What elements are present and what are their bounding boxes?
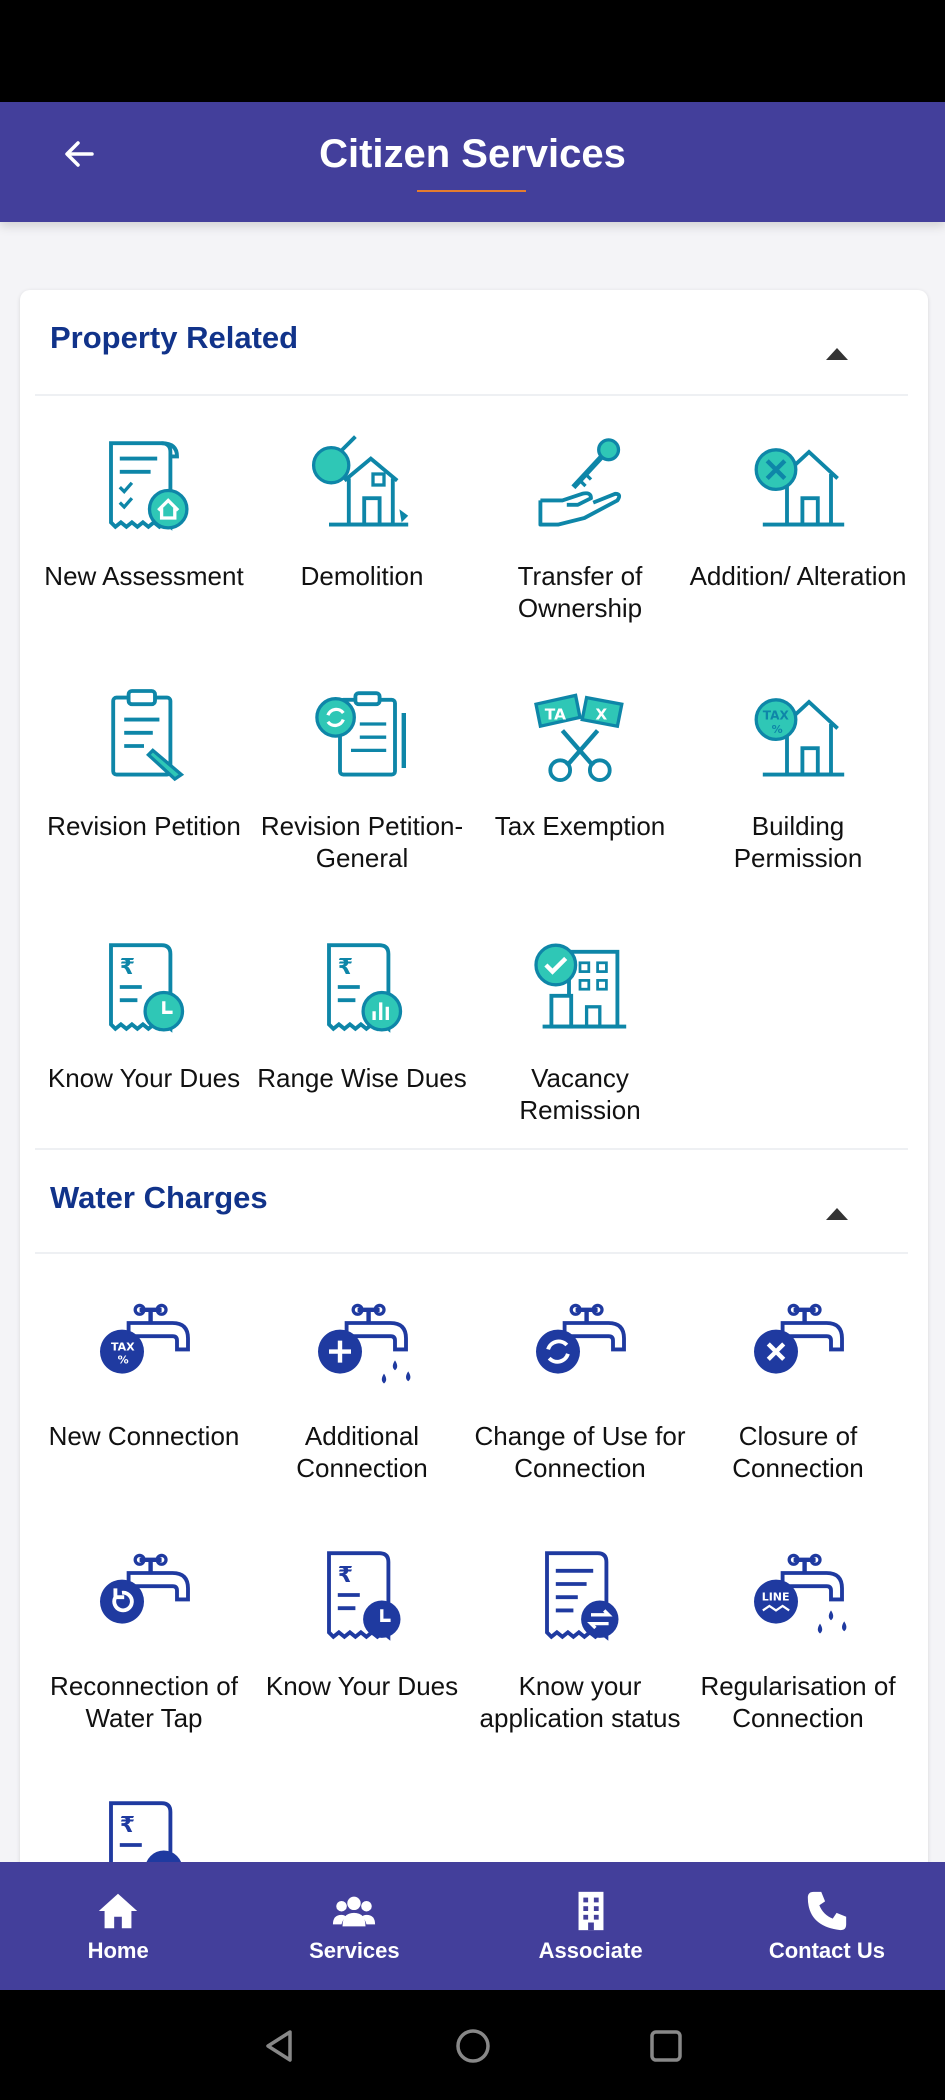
tap-reconnect-icon: [89, 1540, 199, 1650]
app-header: [0, 102, 945, 222]
nav-services[interactable]: [236, 1862, 472, 1990]
tile-label: Addition/ Alteration: [689, 561, 907, 591]
section-title: Property Related: [50, 320, 299, 355]
status-bar: [0, 0, 945, 102]
tile-label: Tax Exemption: [494, 811, 666, 841]
clipboard-refresh-icon: [307, 680, 417, 790]
service-revision-petition[interactable]: [35, 680, 253, 842]
svg-text:TA: TA: [544, 705, 567, 724]
service-addition-alteration[interactable]: [689, 430, 907, 592]
tile-label: Additional Connection: [296, 1421, 428, 1483]
service-regularisation-connection[interactable]: [689, 1540, 907, 1734]
tile-label: Know Your Dues: [265, 1671, 459, 1701]
nav-label: Associate: [538, 1938, 643, 1963]
svg-text:₹: ₹: [337, 954, 354, 980]
svg-text:LINE: LINE: [761, 1590, 790, 1604]
service-tax-exemption[interactable]: [471, 680, 689, 842]
tile-label: Reconnection of Water Tap: [50, 1671, 238, 1733]
tax-house-icon: [743, 680, 853, 790]
building-check-icon: [525, 932, 635, 1042]
section-header-water[interactable]: [35, 1148, 908, 1254]
tile-label: Revision Petition- General: [260, 811, 464, 873]
service-application-status[interactable]: [471, 1540, 689, 1734]
tile-label: Know your application status: [479, 1671, 681, 1733]
service-new-assessment[interactable]: [35, 430, 253, 592]
hand-key-icon: [525, 430, 635, 540]
collapse-caret-icon[interactable]: [826, 1208, 848, 1220]
clipboard-pen-icon: [89, 680, 199, 790]
tile-label: Building Permission: [733, 811, 863, 873]
service-transfer-ownership[interactable]: [471, 430, 689, 624]
wrecking-ball-house-icon: [307, 430, 417, 540]
service-range-wise-dues[interactable]: [253, 932, 471, 1094]
building-icon: [568, 1888, 614, 1934]
tile-label: New Connection: [48, 1421, 240, 1451]
bottom-nav: [0, 1862, 945, 1990]
phone-icon: [804, 1888, 850, 1934]
home-icon: [95, 1888, 141, 1934]
tile-label: Regularisation of Connection: [700, 1671, 896, 1733]
svg-text:₹: ₹: [119, 1812, 136, 1838]
service-know-your-dues[interactable]: [35, 932, 253, 1094]
tile-label: Revision Petition: [47, 811, 241, 841]
nav-label: Contact Us: [768, 1938, 885, 1963]
service-demolition[interactable]: [253, 430, 471, 592]
receipt-status-icon: [525, 1540, 635, 1650]
nav-label: Services: [309, 1938, 400, 1963]
section-header-property[interactable]: [35, 290, 908, 396]
service-change-of-use[interactable]: [471, 1290, 689, 1484]
system-nav-bar: [0, 1990, 945, 2100]
system-recents-button[interactable]: [638, 2018, 694, 2074]
tap-line-icon: [743, 1540, 853, 1650]
tax-scissors-icon: [525, 680, 635, 790]
tile-label: Change of Use for Connection: [474, 1421, 686, 1483]
tap-tax-icon: [89, 1290, 199, 1400]
tile-label: Know Your Dues: [47, 1063, 241, 1093]
service-building-permission[interactable]: [689, 680, 907, 874]
house-tools-icon: [743, 430, 853, 540]
service-new-connection[interactable]: [35, 1290, 253, 1452]
nav-contact-us[interactable]: [709, 1862, 945, 1990]
title-underline: [417, 190, 526, 192]
tile-label: Range Wise Dues: [257, 1063, 467, 1093]
service-closure-connection[interactable]: [689, 1290, 907, 1484]
nav-associate[interactable]: [473, 1862, 709, 1990]
square-recents-icon: [646, 2026, 686, 2066]
system-back-button[interactable]: [252, 2018, 308, 2074]
system-home-button[interactable]: [445, 2018, 501, 2074]
svg-text:₹: ₹: [119, 954, 136, 980]
nav-home[interactable]: [0, 1862, 236, 1990]
circle-home-icon: [453, 2026, 493, 2066]
rupee-receipt-chart-icon: [307, 932, 417, 1042]
page-title: Citizen Services: [319, 132, 626, 176]
tile-label: Transfer of Ownership: [517, 561, 643, 623]
svg-text:%: %: [771, 722, 783, 736]
tile-label: Closure of Connection: [732, 1421, 864, 1483]
tap-plus-icon: [307, 1290, 417, 1400]
service-water-know-your-dues[interactable]: [253, 1540, 471, 1702]
svg-text:TAX: TAX: [111, 1340, 135, 1354]
rupee-receipt-clock-icon: [89, 932, 199, 1042]
tap-refresh-icon: [525, 1290, 635, 1400]
service-reconnection-water-tap[interactable]: [35, 1540, 253, 1734]
service-revision-petition-general[interactable]: [253, 680, 471, 874]
document-house-icon: [89, 430, 199, 540]
svg-text:%: %: [117, 1353, 129, 1367]
nav-label: Home: [87, 1938, 149, 1963]
collapse-caret-icon[interactable]: [826, 348, 848, 360]
tile-label: New Assessment: [44, 561, 244, 591]
triangle-back-icon: [260, 2026, 300, 2066]
service-additional-connection[interactable]: [253, 1290, 471, 1484]
section-title: Water Charges: [50, 1180, 268, 1215]
svg-text:TAX: TAX: [762, 708, 789, 723]
tap-close-icon: [743, 1290, 853, 1400]
tile-label: Vacancy Remission: [519, 1063, 641, 1125]
service-vacancy-remission[interactable]: [471, 932, 689, 1126]
services-card: [20, 290, 928, 1890]
people-icon: [331, 1888, 377, 1934]
tile-label: Demolition: [300, 561, 424, 591]
rupee-receipt-clock-icon: [307, 1540, 417, 1650]
svg-text:₹: ₹: [337, 1562, 354, 1588]
svg-text:X: X: [595, 705, 608, 724]
